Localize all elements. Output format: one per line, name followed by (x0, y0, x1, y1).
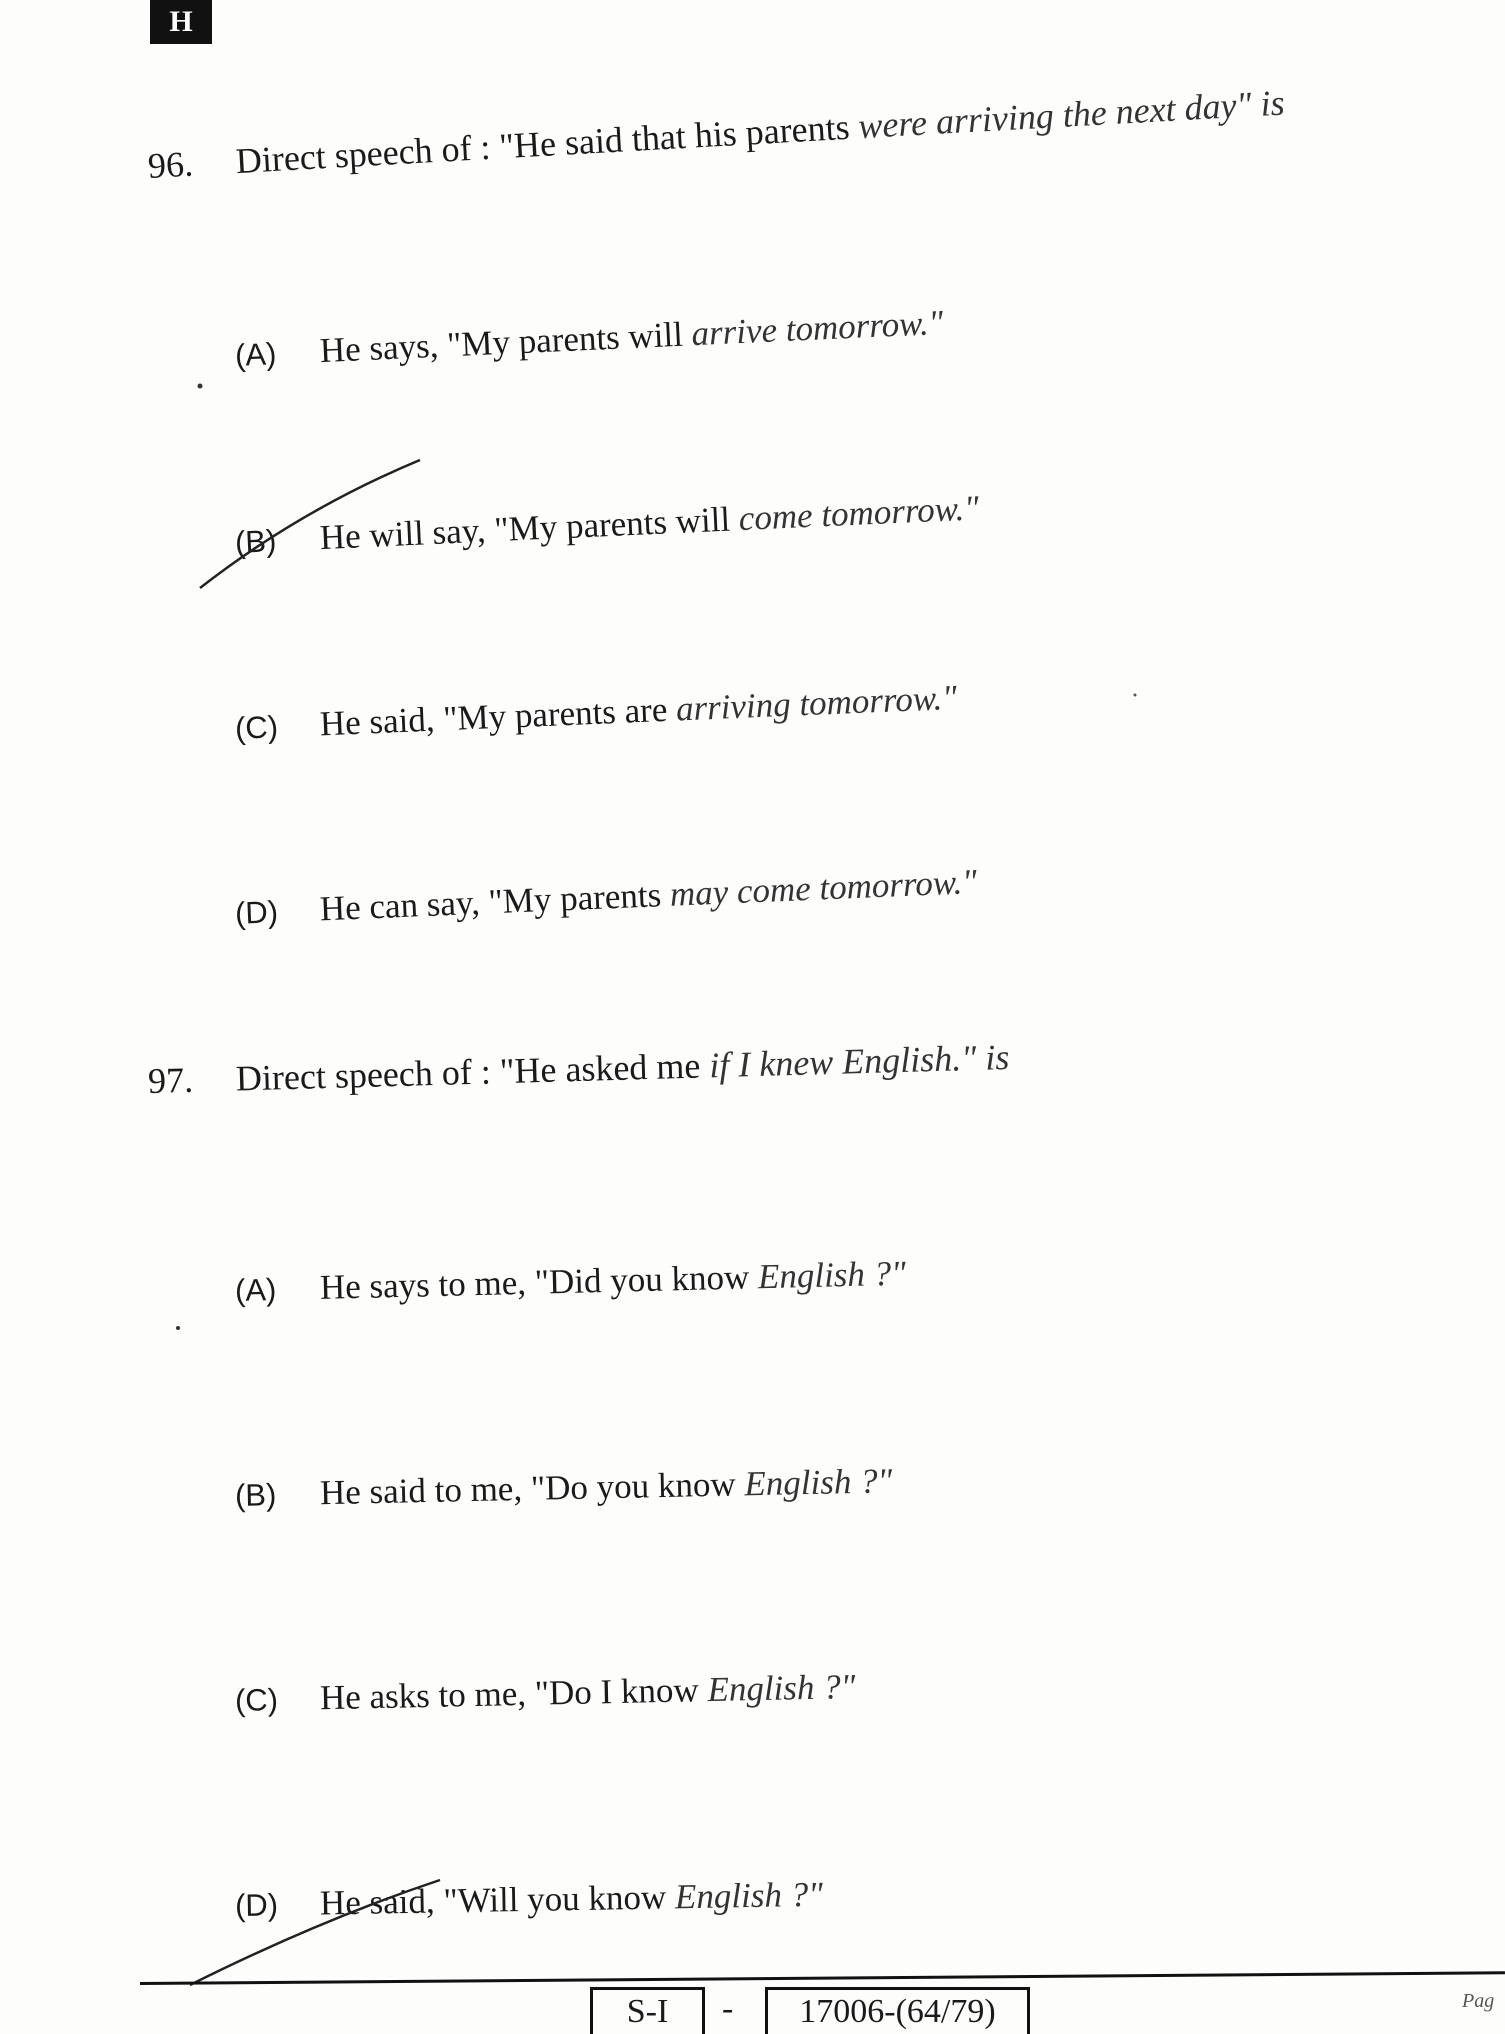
option-text-tail: English ?" (743, 1461, 893, 1504)
code-separator: - (722, 1990, 734, 2027)
option-97-c (235, 1667, 856, 1720)
option-text-tail: come tomorrow." (737, 488, 980, 539)
option-text: He will say, "My parents will (319, 499, 740, 558)
section-badge: H (150, 0, 212, 44)
page-corner-text: Pag (1462, 1990, 1495, 2012)
question-stem-tail: were arriving the next day" is (857, 82, 1286, 147)
question-number: 97. (147, 1059, 194, 1101)
option-text: He says, "My parents will (319, 314, 693, 371)
option-96-a (234, 303, 944, 375)
option-text: He said to me, "Do you know (319, 1464, 745, 1513)
option-97-d (235, 1875, 824, 1925)
option-97-b (235, 1461, 893, 1515)
option-96-d (234, 862, 978, 933)
option-96-b (234, 488, 980, 562)
question-stem: Direct speech of : "He asked me (235, 1045, 710, 1099)
question-97 (147, 1036, 1009, 1102)
option-text: He said, "Will you know (319, 1877, 676, 1923)
series-code: S-I (626, 1993, 669, 2030)
question-stem-tail: if I knew English." is (708, 1036, 1010, 1086)
option-letter: (D) (234, 894, 279, 931)
option-letter: (B) (234, 523, 278, 560)
option-letter: (A) (234, 1271, 277, 1308)
option-text-tail: English ?" (674, 1874, 824, 1917)
speck-mark (176, 1326, 180, 1330)
footer-rule (140, 1971, 1505, 1985)
option-text-tail: may come tomorrow." (669, 861, 978, 914)
question-stem: Direct speech of : "He said that his parents (234, 106, 860, 182)
option-letter: (C) (234, 1682, 279, 1718)
question-number: 96. (146, 143, 195, 186)
option-text-tail: English ?" (757, 1253, 907, 1297)
question-96 (147, 81, 1286, 186)
option-letter: (A) (234, 336, 278, 373)
option-letter: (D) (234, 1887, 279, 1923)
option-97-a (235, 1254, 907, 1310)
option-96-c (234, 678, 958, 748)
option-text: He said, "My parents are (319, 689, 677, 744)
paper-code: 17006-(64/79) (799, 1993, 996, 2030)
option-text-tail: English ?" (707, 1667, 856, 1710)
speck-mark (1134, 694, 1137, 697)
option-text-tail: arrive tomorrow." (690, 302, 945, 354)
option-text: He can say, "My parents (319, 874, 671, 929)
paper-code-box (765, 1987, 1030, 2034)
series-code-box (590, 1987, 705, 2034)
option-letter: (C) (234, 709, 279, 746)
speck-mark (198, 384, 203, 389)
option-text: He says to me, "Did you know (319, 1257, 759, 1307)
option-letter: (B) (234, 1477, 277, 1513)
option-text-tail: arriving tomorrow." (675, 677, 958, 729)
option-text: He asks to me, "Do I know (319, 1670, 708, 1718)
